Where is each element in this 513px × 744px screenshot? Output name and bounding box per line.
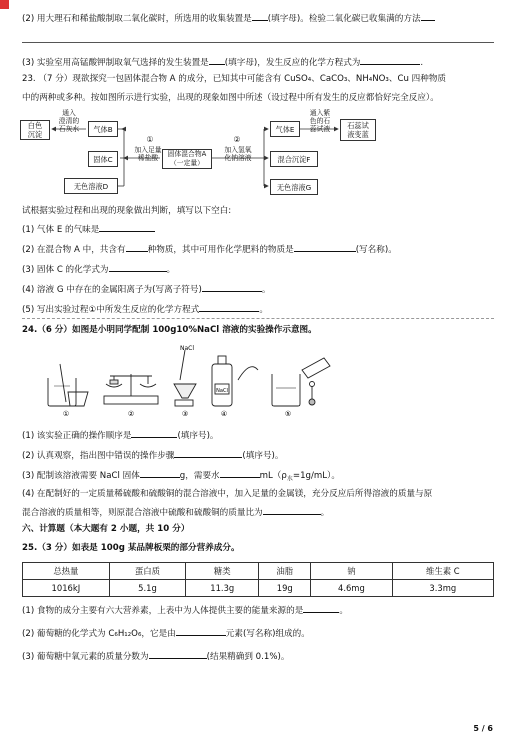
answer-blank[interactable] [99,222,155,232]
text: (5) 写出实验过程①中所发生反应的化学方程式 [22,305,200,315]
text: g，需要水 [179,471,220,481]
table-cell: 4.6mg [311,580,392,597]
reagent-bottle-icon [212,356,258,406]
text: =1g/mL）。 [292,471,340,481]
answer-blank[interactable] [263,505,321,515]
beaker-stirring-icon [48,364,88,406]
nutrition-table [22,562,494,597]
q25-sub-1: (1) 食物的成分主要有六大营养素，上表中为人体提供主要的能量来源的是 。 [22,603,348,617]
question-23-stem-2: 中的两种或多种。按如图所示进行实验，出现的现象如图中所述（设过程中所有发生的反应都恰好完全反应）。 [22,93,439,103]
q24-sub-4-cont: 混合溶液的质量相等，则原混合溶液中硫酸和硫酸铜的质量比为 。 [22,505,329,519]
answer-blank[interactable] [140,468,180,478]
text: (3) 实验室用高锰酸钾制取氧气选择的发生装置是 [22,58,209,68]
apparatus-illustration [40,340,340,418]
answer-blank[interactable] [176,626,226,636]
answer-blank[interactable] [174,448,242,458]
limewater-label: 通入 澄清的 石灰水 [58,109,80,133]
answer-blank[interactable] [149,649,207,659]
answer-blank[interactable] [202,282,262,292]
text: 元素(写名称)组成的。 [225,629,310,639]
table-header: 总热量 [23,563,110,580]
apparatus-label-1: ① [62,410,70,418]
sub-question-3: (3) 固体 C 的化学式为 。 [22,262,175,276]
text: (3) 葡萄糖中氧元素的质量分数为 [22,652,149,662]
solid-c-box: 固体C [88,151,118,167]
text: 混合溶液的质量相等，则原混合溶液中硫酸和硫酸铜的质量比为 [22,508,263,518]
table-cell: 1016kJ [23,580,110,597]
text: (写名称)。 [355,245,397,255]
table-cell: 5.1g [109,580,185,597]
white-precipitate-box: 白色 沉淀 [20,120,50,140]
mixture-a-box: 固体混合物A （一定量） [162,149,212,169]
question-24-stem: 24.（6 分）如图是小明同学配制 100g10%NaCl 溶液的实验操作示意图。 [22,325,317,335]
gas-e-box: 气体E [270,121,300,137]
question-23-stem: 23. （7 分）现欲探究一包固体混合物 A 的成分，已知其中可能含有 CuSO₄、CaCO₃、NH₄NO₃、Cu 四种物质 [22,74,447,84]
answer-blank[interactable] [199,302,259,312]
text: (填字母)。检验二氧化碳已收集满的方法 [267,14,421,24]
text: (3) 固体 C 的化学式为 [22,265,109,275]
sub-question-4: (4) 溶液 G 中存在的金属阳离子为(写离子符号) 。 [22,282,270,296]
sub-question-2 [22,242,397,256]
text: (1) 食物的成分主要有六大营养素，上表中为人体提供主要的能量来源的是 [22,606,304,616]
q24-sub-1 [22,428,219,442]
sub-question-5: (5) 写出实验过程①中所发生反应的化学方程式 。 [22,302,268,316]
text: (3) 配制该溶液需要 NaCl 固体 [22,471,140,481]
bottle-label: NaCl [216,388,228,394]
table-header: 油脂 [259,563,311,580]
text: (2) 葡萄糖的化学式为 C₆H₁₂O₆，它是由 [22,629,176,639]
q24-sub-4: (4) 在配制好的一定质量稀硫酸和硫酸铜的混合溶液中，加入足量的金属镁，充分反应后所得溶液的质量与原 [22,489,433,499]
step-2-label: 加入氢氧 化钠溶液 [224,146,252,162]
step-1-number: ① [146,135,154,144]
colorless-g-box: 无色溶液G [270,179,318,195]
text: (填序号)。 [177,431,219,441]
table-cell: 11.3g [186,580,259,597]
answer-blank[interactable] [220,468,260,478]
q25-sub-3 [22,649,289,663]
text: (填字母)，发生反应的化学方程式为 [224,58,361,68]
text: (2) 用大理石和稀盐酸制取二氧化碳时，所选用的收集装置是 [22,14,252,24]
apparatus-label-4: ④ [220,410,228,418]
answer-blank[interactable] [109,262,167,272]
answer-blank[interactable] [294,242,356,252]
table-header: 钠 [311,563,392,580]
colorless-d-box: 无色溶液D [64,178,118,194]
apparatus-label-2: ② [127,410,135,418]
litmus-blue-box: 石蕊试 液变蓝 [340,119,376,141]
text: (4) 溶液 G 中存在的金属阳离子为(写离子符号) [22,285,202,295]
text: 种物质，其中可用作化学肥料的物质是 [147,245,294,255]
text: (2) 认真观察，指出图中错误的操作步骤 [22,451,175,461]
divider [22,318,494,319]
q24-sub-3 [22,468,340,486]
sub-question-1 [22,222,155,236]
step-2-number: ② [233,135,241,144]
text: (2) 在混合物 A 中，共含有 [22,245,126,255]
instruction-text: 试根据实验过程和出现的现象做出判断，填写以下空白: [22,206,232,216]
text: (1) 该实验正确的操作顺序是 [22,431,132,441]
mixed-precipitate-f-box: 混合沉淀F [270,151,318,167]
litmus-label: 通入紫 色的石 蕊试液 [309,109,331,133]
q24-sub-2 [22,448,284,462]
gas-b-box: 气体B [88,121,118,137]
table-header: 维生素 C [392,563,493,580]
text: (填序号)。 [242,451,284,461]
table-cell: 19g [259,580,311,597]
table-header-row [23,563,494,580]
q25-sub-2 [22,626,310,640]
page-number: 5 / 6 [473,724,493,733]
balance-icon [104,374,158,404]
text: (1) 气体 E 的气味是 [22,225,100,235]
nacl-label: NaCl [179,345,195,352]
answer-blank[interactable] [131,428,177,438]
funnel-paper-icon [174,350,196,406]
table-cell: 3.3mg [392,580,493,597]
answer-blank[interactable] [303,603,339,613]
pouring-beaker-icon [272,358,330,406]
subscript: 水 [286,475,293,483]
table-header: 糖类 [186,563,259,580]
apparatus-label-3: ③ [181,410,189,418]
answer-blank[interactable] [126,242,148,252]
table-header: 蛋白质 [109,563,185,580]
question-25-stem: 25.（3 分）如表是 100g 某品牌板栗的部分营养成分。 [22,543,240,553]
step-1-label: 加入足量 稀盐酸 [134,146,162,162]
text: (结果精确到 0.1%)。 [206,652,290,662]
section-6-heading: 六、计算题（本大题有 2 小题，共 10 分） [22,524,190,534]
apparatus-label-5: ⑤ [284,410,292,418]
table-row [23,580,494,597]
question-22-part-3: (3) 实验室用高锰酸钾制取氧气选择的发生装置是 (填字母)，发生反应的化学方程式为 . [22,55,423,69]
text: mL（ρ [259,471,287,481]
